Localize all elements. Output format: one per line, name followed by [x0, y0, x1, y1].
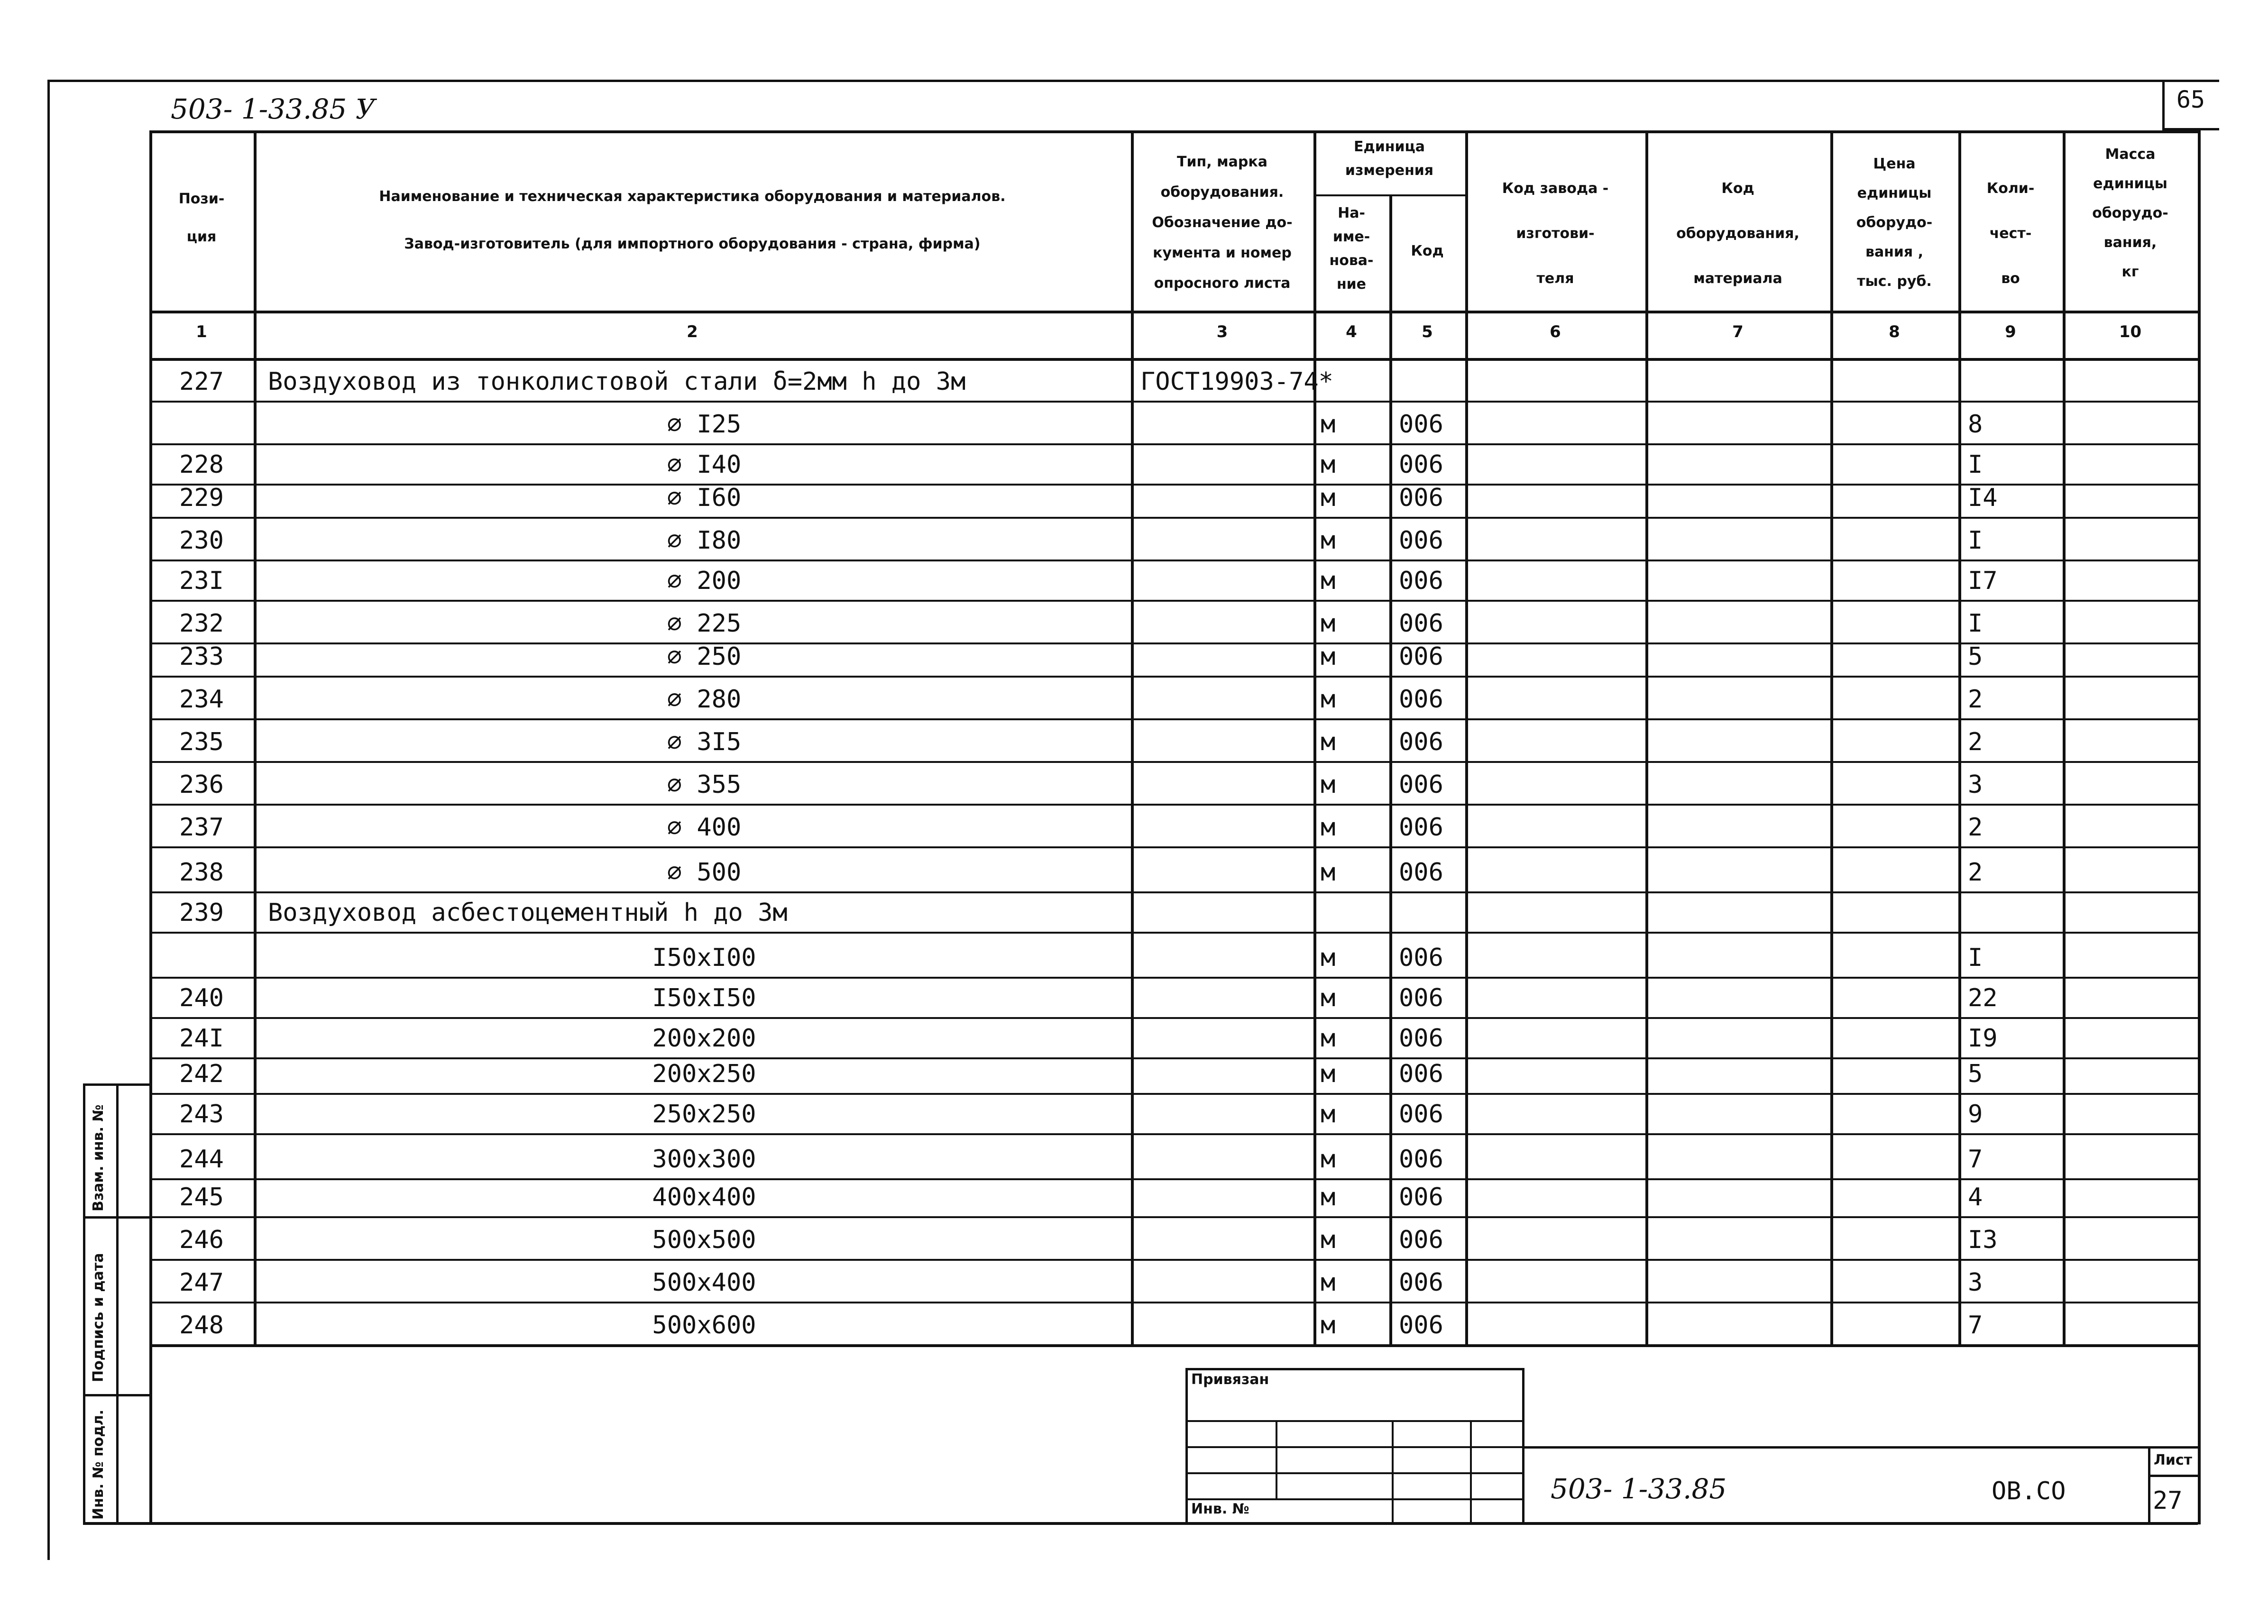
header-quantity-line: чест-	[1989, 225, 2032, 242]
row-divider	[149, 1259, 2198, 1261]
unit-header-divider	[1313, 194, 1465, 196]
row-code: 006	[1399, 813, 1443, 842]
column-divider	[254, 130, 257, 1344]
row-quantity: I7	[1968, 567, 1998, 595]
row-code: 006	[1399, 1024, 1443, 1053]
row-name: Воздуховод асбестоцементный h до 3м	[268, 899, 788, 927]
row-code: 006	[1399, 450, 1443, 479]
row-unit: м	[1321, 410, 1336, 439]
page-number-box-left	[2162, 80, 2165, 128]
header-price-line: вания ,	[1865, 244, 1924, 260]
row-code: 006	[1399, 1226, 1443, 1254]
column-divider	[1465, 130, 1468, 1344]
row-divider	[149, 1216, 2198, 1218]
header-mass-line: единицы	[2093, 175, 2167, 192]
header-quantity-line: Коли-	[1986, 180, 2035, 197]
row-unit: м	[1321, 1060, 1336, 1088]
column-number: 7	[1732, 322, 1744, 341]
row-unit: м	[1321, 609, 1336, 638]
row-code: 006	[1399, 685, 1443, 714]
row-unit: м	[1321, 526, 1336, 555]
row-quantity: 2	[1968, 728, 1983, 756]
header-unit-name-line: име-	[1332, 229, 1370, 245]
row-divider	[149, 1057, 2198, 1059]
row-name: ⌀ 500	[667, 858, 742, 887]
row-unit: м	[1321, 1100, 1336, 1129]
column-divider	[1131, 130, 1134, 1344]
row-position: 229	[179, 484, 224, 512]
row-name: I50xI00	[652, 944, 756, 972]
row-divider	[149, 1017, 2198, 1019]
table-bottom-border	[149, 1344, 2198, 1347]
row-name: ⌀ 355	[667, 771, 742, 799]
row-quantity: 3	[1968, 1268, 1983, 1297]
row-divider	[149, 1302, 2198, 1303]
sheet-code: ОВ.СО	[1992, 1477, 2066, 1505]
side-label-inventory: Инв. № подл.	[90, 1409, 107, 1520]
header-price-line: оборудо-	[1856, 214, 1933, 231]
bottom-frame	[83, 1522, 2198, 1525]
row-position: 235	[179, 728, 224, 756]
row-quantity: 5	[1968, 1060, 1983, 1088]
row-name: 500x400	[652, 1268, 756, 1297]
row-divider	[149, 804, 2198, 806]
row-quantity: I9	[1968, 1024, 1998, 1053]
right-frame	[2198, 1344, 2201, 1524]
header-price-line: единицы	[1857, 185, 1932, 202]
outer-frame-top	[50, 80, 2219, 82]
header-unit-line: измерения	[1345, 162, 1434, 179]
row-quantity: 2	[1968, 813, 1983, 842]
row-name: 250x250	[652, 1100, 756, 1129]
row-unit: м	[1321, 984, 1336, 1012]
row-unit: м	[1321, 450, 1336, 479]
row-quantity: I	[1968, 944, 1983, 972]
row-position: 245	[179, 1183, 224, 1211]
row-quantity: I3	[1968, 1226, 1998, 1254]
header-type-line: опросного листа	[1154, 275, 1291, 292]
sheet-number: 27	[2153, 1486, 2183, 1515]
outer-frame-left	[47, 80, 50, 1560]
stamp-col-3	[1470, 1420, 1472, 1524]
header-price-line: тыс. руб.	[1857, 273, 1932, 290]
page-number: 65	[2176, 86, 2205, 113]
row-divider	[149, 401, 2198, 403]
row-name: ⌀ 225	[667, 609, 742, 638]
table-top-border	[149, 130, 2198, 133]
row-quantity: 9	[1968, 1100, 1983, 1129]
row-position: 244	[179, 1145, 224, 1174]
column-divider	[1645, 130, 1648, 1344]
row-unit: м	[1321, 1024, 1336, 1053]
header-unit-code-line: Код	[1411, 243, 1444, 259]
table-left-extension	[149, 1344, 152, 1524]
row-code: 006	[1399, 1145, 1443, 1174]
header-equipment-code-line: Код	[1721, 180, 1754, 197]
column-number: 4	[1346, 322, 1357, 341]
row-unit: м	[1321, 728, 1336, 756]
column-divider	[1958, 130, 1961, 1344]
row-divider	[149, 718, 2198, 720]
row-unit: м	[1321, 813, 1336, 842]
row-divider	[149, 600, 2198, 602]
column-divider	[2063, 130, 2066, 1344]
header-position-line: ция	[186, 229, 217, 245]
row-code: 006	[1399, 484, 1443, 512]
column-number: 9	[2005, 322, 2016, 341]
row-code: 006	[1399, 944, 1443, 972]
header-unit-name-line: ние	[1336, 276, 1367, 293]
header-mass-line: Масса	[2105, 146, 2156, 163]
row-name: I50xI50	[652, 984, 756, 1012]
row-name: 300x300	[652, 1145, 756, 1174]
header-type-line: Тип, марка	[1177, 154, 1267, 170]
row-unit: м	[1321, 1311, 1336, 1340]
row-name: ⌀ I80	[667, 526, 742, 555]
row-name: ⌀ 280	[667, 685, 742, 714]
column-divider	[1313, 130, 1316, 1344]
column-number: 2	[687, 322, 698, 341]
row-divider	[149, 891, 2198, 893]
row-unit: м	[1321, 1268, 1336, 1297]
row-divider	[149, 517, 2198, 519]
header-type-line: оборудования.	[1160, 184, 1284, 201]
stamp-privyazan: Привязан	[1191, 1371, 1269, 1388]
column-number: 8	[1889, 322, 1900, 341]
row-unit: м	[1321, 1183, 1336, 1211]
row-quantity: 5	[1968, 642, 1983, 671]
row-divider	[149, 932, 2198, 934]
header-price-line: Цена	[1873, 156, 1916, 172]
row-name: ⌀ 400	[667, 813, 742, 842]
row-quantity: 7	[1968, 1145, 1983, 1174]
row-position: 246	[179, 1226, 224, 1254]
header-position-line: Пози-	[178, 191, 225, 207]
row-code: 006	[1399, 984, 1443, 1012]
row-divider	[149, 846, 2198, 848]
row-type: ГОСТ19903-74*	[1140, 367, 1333, 396]
header-bottom-border	[149, 311, 2198, 313]
column-number: 3	[1216, 322, 1228, 341]
row-code: 006	[1399, 771, 1443, 799]
row-quantity: I	[1968, 609, 1983, 638]
document-code-top: 503- 1-33.85 У	[171, 93, 376, 125]
row-quantity: 2	[1968, 858, 1983, 887]
side-strip-left	[83, 1083, 85, 1524]
row-unit: м	[1321, 1226, 1336, 1254]
row-divider	[149, 977, 2198, 979]
row-divider	[149, 676, 2198, 678]
row-code: 006	[1399, 1311, 1443, 1340]
document-code: 503- 1-33.85	[1551, 1473, 1727, 1505]
row-quantity: I	[1968, 450, 1983, 479]
row-divider	[149, 761, 2198, 763]
header-mass-line: оборудо-	[2092, 205, 2168, 221]
row-position: 240	[179, 984, 224, 1012]
row-name: 200x250	[652, 1060, 756, 1088]
row-name: ⌀ 250	[667, 642, 742, 671]
row-unit: м	[1321, 858, 1336, 887]
row-position: 234	[179, 685, 224, 714]
row-unit: м	[1321, 567, 1336, 595]
row-position: 243	[179, 1100, 224, 1129]
row-divider	[149, 1178, 2198, 1180]
header-equipment-code-line: оборудования,	[1676, 225, 1800, 242]
row-position: 23I	[179, 567, 224, 595]
row-unit: м	[1321, 642, 1336, 671]
row-name: 400x400	[652, 1183, 756, 1211]
row-quantity: 7	[1968, 1311, 1983, 1340]
row-name: ⌀ I60	[667, 484, 742, 512]
row-divider	[149, 642, 2198, 644]
row-divider	[149, 1133, 2198, 1135]
row-name: 500x500	[652, 1226, 756, 1254]
row-name: ⌀ I40	[667, 450, 742, 479]
row-position: 232	[179, 609, 224, 638]
row-position: 24I	[179, 1024, 224, 1053]
row-quantity: 22	[1968, 984, 1998, 1012]
header-name-line: Наименование и техническая характеристика оборудования и материалов.	[379, 188, 1006, 205]
stamp-col-1	[1276, 1420, 1277, 1498]
row-code: 006	[1399, 728, 1443, 756]
row-position: 238	[179, 858, 224, 887]
row-divider	[149, 443, 2198, 445]
row-name: Воздуховод из тонколистовой стали δ=2мм h до 3м	[268, 367, 966, 396]
column-number: 1	[196, 322, 207, 341]
stamp-col-2	[1392, 1420, 1394, 1524]
row-unit: м	[1321, 685, 1336, 714]
row-position: 233	[179, 642, 224, 671]
row-code: 006	[1399, 1268, 1443, 1297]
header-mass-line: кг	[2121, 264, 2139, 280]
row-quantity: 2	[1968, 685, 1983, 714]
row-code: 006	[1399, 1100, 1443, 1129]
row-code: 006	[1399, 642, 1443, 671]
side-strip-inner	[116, 1083, 119, 1524]
row-quantity: I4	[1968, 484, 1998, 512]
stamp-inventory-number: Инв. №	[1191, 1501, 1249, 1517]
row-name: ⌀ I25	[667, 410, 742, 439]
row-position: 247	[179, 1268, 224, 1297]
header-type-line: Обозначение до-	[1152, 214, 1293, 231]
row-name: 200x200	[652, 1024, 756, 1053]
row-unit: м	[1321, 1145, 1336, 1174]
row-code: 006	[1399, 1060, 1443, 1088]
row-name: ⌀ 200	[667, 567, 742, 595]
row-position: 242	[179, 1060, 224, 1088]
row-name: 500x600	[652, 1311, 756, 1340]
row-divider	[149, 484, 2198, 486]
row-code: 006	[1399, 1183, 1443, 1211]
header-unit-name-line: На-	[1338, 205, 1365, 221]
row-name: ⌀ 3I5	[667, 728, 742, 756]
header-factory-code-line: изготови-	[1516, 225, 1595, 242]
column-divider	[1830, 130, 1833, 1344]
row-position: 237	[179, 813, 224, 842]
header-equipment-code-line: материала	[1693, 270, 1782, 287]
header-unit-name-line: нова-	[1329, 252, 1374, 269]
column-divider	[1389, 194, 1392, 1344]
title-block-top	[1522, 1446, 2198, 1449]
side-label-replace: Взам. инв. №	[90, 1104, 107, 1211]
row-divider	[149, 560, 2198, 561]
side-label-signature: Подпись и дата	[90, 1253, 107, 1382]
header-factory-code-line: Код завода -	[1502, 180, 1609, 197]
row-divider	[149, 1093, 2198, 1095]
row-position: 227	[179, 367, 224, 396]
row-position: 236	[179, 771, 224, 799]
row-unit: м	[1321, 944, 1336, 972]
header-unit-line: Единица	[1354, 138, 1425, 155]
row-quantity: 3	[1968, 771, 1983, 799]
row-code: 006	[1399, 410, 1443, 439]
row-code: 006	[1399, 526, 1443, 555]
row-code: 006	[1399, 609, 1443, 638]
row-code: 006	[1399, 858, 1443, 887]
row-position: 239	[179, 899, 224, 927]
row-unit: м	[1321, 771, 1336, 799]
sheet-label: Лист	[2153, 1452, 2193, 1468]
row-unit: м	[1321, 484, 1336, 512]
row-position: 230	[179, 526, 224, 555]
header-type-line: кумента и номер	[1153, 245, 1292, 261]
header-quantity-line: во	[2001, 270, 2020, 287]
row-quantity: 4	[1968, 1183, 1983, 1211]
sheet-box-divider	[2148, 1475, 2198, 1477]
row-position: 248	[179, 1311, 224, 1340]
header-mass-line: вания,	[2103, 234, 2157, 251]
row-position: 228	[179, 450, 224, 479]
header-factory-code-line: теля	[1536, 270, 1574, 287]
row-code: 006	[1399, 567, 1443, 595]
row-quantity: I	[1968, 526, 1983, 555]
col-number-bottom-border	[149, 358, 2198, 361]
header-name-line: Завод-изготовитель (для импортного оборудования - страна, фирма)	[404, 236, 981, 252]
column-number: 6	[1550, 322, 1561, 341]
row-quantity: 8	[1968, 410, 1983, 439]
column-number: 10	[2119, 322, 2142, 341]
column-number: 5	[1422, 322, 1433, 341]
column-divider	[2198, 130, 2201, 1344]
